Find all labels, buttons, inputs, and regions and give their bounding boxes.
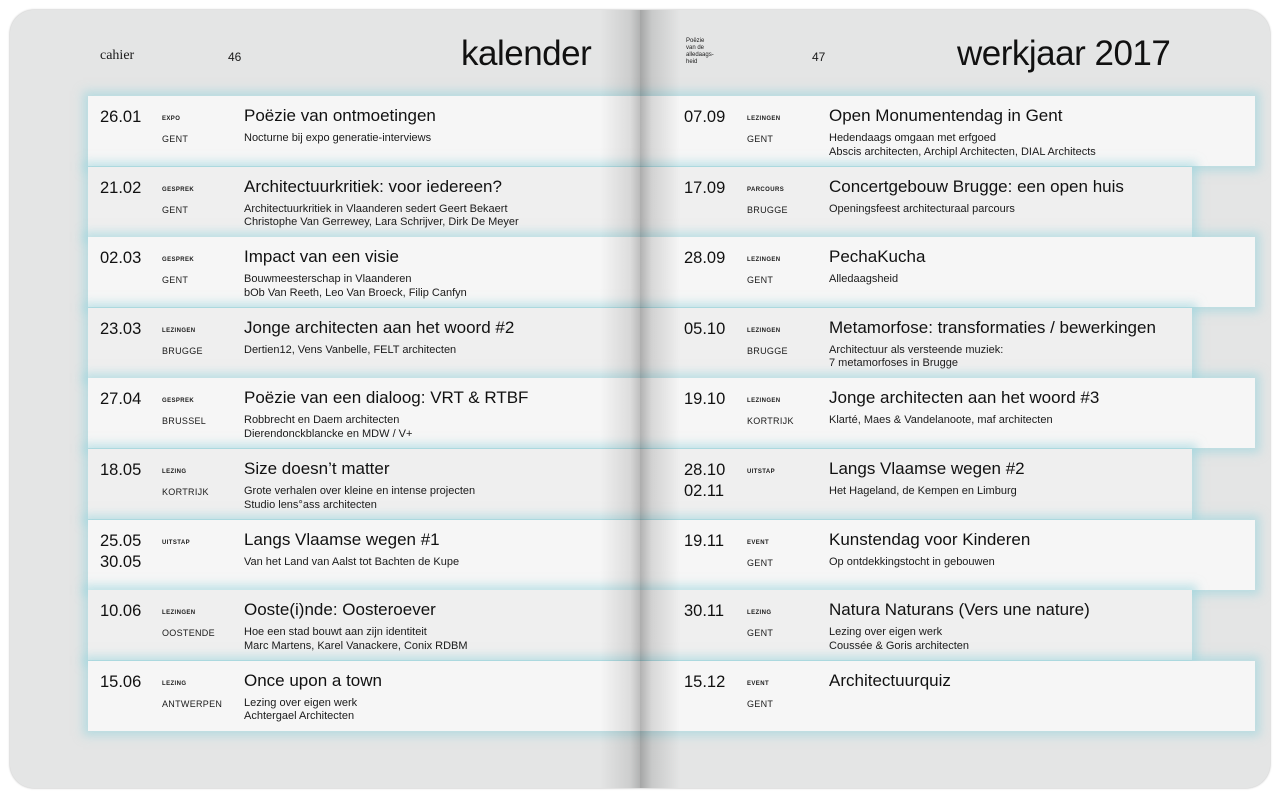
entry-date-start: 28.09: [684, 249, 726, 268]
entry-description: [829, 485, 1017, 499]
calendar-entry: [640, 661, 1270, 731]
entry-title: Size doesn’t matter: [244, 459, 390, 478]
entry-date: [100, 672, 141, 693]
entry-date-start: 15.06: [100, 672, 142, 691]
entry-city: GENT: [162, 204, 189, 215]
running-head: [686, 38, 736, 66]
entry-date-start: 25.05: [100, 531, 142, 550]
calendar-entry: [640, 96, 1270, 166]
calendar-entry: [10, 237, 640, 307]
entry-city: BRUGGE: [747, 345, 788, 356]
entry-description-line: Bouwmeesterschap in Vlaanderen: [244, 273, 412, 286]
entry-title: Architectuurquiz: [829, 670, 951, 690]
entry-date-start: 15.12: [684, 672, 726, 691]
entry-description-line: Robbrecht en Daem architecten: [244, 414, 400, 427]
entry-date-start: 17.09: [684, 178, 726, 197]
running-head-line: heid: [686, 59, 698, 65]
entry-date: [684, 319, 725, 340]
entry-city: BRUSSEL: [162, 416, 207, 427]
entry-date: [684, 178, 725, 199]
entry-description-line: Architectuurkritiek in Vlaanderen sedert Geert Bekaert: [244, 202, 508, 215]
calendar-entry: [10, 520, 640, 590]
entry-description-line: Dierendonckblancke en MDW / V+: [244, 427, 413, 440]
entry-date: [684, 460, 725, 502]
entry-category: gesprek: [162, 394, 195, 405]
entry-city: BRUGGE: [162, 345, 203, 356]
entry-description-line: Lezing over eigen werk: [829, 626, 943, 639]
entry-description: [829, 414, 1053, 428]
entry-description-line: Coussée & Goris architecten: [829, 639, 970, 652]
entry-title: Langs Vlaamse wegen #2: [829, 459, 1025, 478]
entry-title: Natura Naturans (Vers une nature): [829, 600, 1090, 620]
magazine-spread: [10, 10, 1270, 788]
running-head-line: van de: [686, 45, 705, 51]
entry-date: [684, 531, 724, 552]
calendar-entry: [10, 378, 640, 448]
entry-description: [244, 556, 459, 570]
entry-title: Architectuurkritiek: voor iedereen?: [244, 176, 502, 196]
entry-description-line: 7 metamorfoses in Brugge: [829, 357, 959, 370]
entry-description: [244, 485, 475, 512]
entry-category: lezingen: [747, 323, 781, 334]
entry-date-start: 23.03: [100, 319, 142, 338]
entry-description: [244, 626, 468, 653]
entry-category: lezingen: [162, 323, 196, 334]
entry-title: Kunstendag voor Kinderen: [829, 529, 1031, 549]
entry-date: [684, 248, 725, 269]
calendar-entry: [640, 449, 1270, 519]
running-head-line: Poëzie: [686, 38, 705, 44]
entry-city: GENT: [747, 628, 774, 639]
entry-description: [244, 203, 519, 230]
entry-category: lezingen: [747, 112, 781, 122]
entry-title: Jonge architecten aan het woord #2: [244, 317, 515, 337]
entry-title: Once upon a town: [244, 670, 382, 690]
entry-date: [100, 531, 141, 573]
left-page: [10, 10, 640, 788]
entry-description: [829, 626, 969, 653]
entry-city: OOSTENDE: [162, 628, 215, 639]
entry-description: [829, 203, 1015, 217]
entry-date: [684, 389, 725, 410]
page-number-right: 47: [812, 50, 826, 64]
entry-category: uitstap: [747, 465, 776, 475]
entry-city: ANTWERPEN: [162, 698, 223, 709]
calendar-entry: [10, 590, 640, 660]
calendar-entry: [10, 449, 640, 519]
entry-date-start: 10.06: [100, 602, 142, 621]
entry-description-line: Op ontdekkingstocht in gebouwen: [829, 555, 995, 568]
entry-category: parcours: [747, 182, 785, 193]
entry-city: GENT: [747, 557, 774, 568]
calendar-entry: [10, 96, 640, 166]
calendar-entry: [640, 167, 1270, 237]
running-head-line: alledaags-: [686, 52, 714, 58]
calendar-entry: [640, 237, 1270, 307]
entry-date: [684, 601, 724, 622]
entry-date-start: 27.04: [100, 390, 142, 409]
entry-city: BRUGGE: [747, 204, 788, 215]
entry-city: GENT: [162, 134, 189, 144]
entry-description-line: Van het Land van Aalst tot Bachten de Kupe: [244, 555, 460, 568]
entry-description-line: Marc Martens, Karel Vanackere, Conix RDBM: [244, 639, 468, 652]
entry-category: lezingen: [747, 253, 781, 264]
entry-description: [244, 273, 467, 300]
calendar-entry: [640, 590, 1270, 660]
page-number-left: 46: [228, 50, 242, 64]
entry-date-start: 28.10: [684, 461, 726, 479]
entry-title: Concertgebouw Brugge: een open huis: [829, 176, 1124, 196]
page-title-right: werkjaar 2017: [957, 34, 1171, 73]
entry-description-line: Klarté, Maes & Vandelanoote, maf architecten: [829, 414, 1053, 427]
entry-title: Langs Vlaamse wegen #1: [244, 529, 440, 549]
entry-title: PechaKucha: [829, 247, 926, 267]
entry-description-line: Christophe Van Gerrewey, Lara Schrijver, Dirk De Meyer: [244, 216, 519, 229]
entry-date: [100, 389, 141, 410]
entry-date: [684, 107, 725, 128]
entry-city: GENT: [747, 698, 774, 709]
entry-title: Poëzie van ontmoetingen: [244, 106, 436, 125]
entry-category: expo: [162, 112, 181, 122]
right-page: [640, 10, 1270, 788]
entry-title: Metamorfose: transformaties / bewerkingen: [829, 317, 1156, 337]
entry-title: Jonge architecten aan het woord #3: [829, 388, 1100, 408]
entry-description-line: Architectuur als versteende muziek:: [829, 343, 1004, 356]
entry-description-line: Grote verhalen over kleine en intense projecten: [244, 485, 476, 497]
entry-description-line: Studio lens°ass architecten: [244, 498, 377, 511]
entry-description-line: Hedendaags omgaan met erfgoed: [829, 132, 996, 144]
entry-date-end: 30.05: [100, 552, 142, 571]
entry-category: event: [747, 535, 770, 546]
entry-date-start: 02.03: [100, 249, 142, 268]
page-title-left: kalender: [461, 34, 592, 73]
calendar-entry: [640, 308, 1270, 378]
entry-description-line: Alledaagsheid: [829, 273, 899, 286]
entry-date-start: 07.09: [684, 108, 726, 126]
calendar-entry: [10, 661, 640, 731]
entry-date-start: 05.10: [684, 319, 726, 338]
entry-date-start: 19.10: [684, 390, 726, 409]
entry-description: [829, 556, 995, 570]
entry-title: Open Monumentendag in Gent: [829, 106, 1063, 125]
entry-date-start: 19.11: [684, 531, 725, 550]
entry-date: [100, 319, 141, 340]
entry-date: [100, 178, 141, 199]
entry-date-start: 21.02: [100, 178, 142, 197]
entry-description-line: bOb Van Reeth, Leo Van Broeck, Filip Canfyn: [244, 286, 467, 299]
entry-description-line: Nocturne bij expo generatie-interviews: [244, 132, 432, 144]
entry-description-line: Achtergael Architecten: [244, 710, 355, 723]
entry-date: [100, 107, 141, 128]
entry-city: GENT: [747, 134, 774, 144]
entry-category: uitstap: [162, 535, 191, 546]
entry-title: Ooste(i)nde: Oosteroever: [244, 600, 436, 620]
entry-description-line: Openingsfeest architecturaal parcours: [829, 202, 1015, 215]
section-label: cahier: [100, 48, 135, 63]
entry-description-line: Lezing over eigen werk: [244, 696, 358, 709]
entry-date-start: 26.01: [100, 108, 142, 126]
entry-description: [244, 344, 456, 358]
entry-category: gesprek: [162, 182, 195, 193]
entry-date: [100, 460, 141, 481]
entry-date-start: 30.11: [684, 602, 725, 621]
entry-city: KORTRIJK: [747, 416, 794, 427]
calendar-entry: [640, 520, 1270, 590]
entry-title: Impact van een visie: [244, 247, 399, 267]
entry-category: gesprek: [162, 253, 195, 264]
entry-date-end: 02.11: [684, 482, 725, 500]
entry-city: GENT: [747, 275, 774, 286]
entry-category: lezing: [162, 676, 187, 687]
entry-description: [829, 344, 1003, 371]
entry-description: [244, 414, 412, 441]
entry-title: Poëzie van een dialoog: VRT & RTBF: [244, 388, 529, 408]
entry-description-line: Het Hageland, de Kempen en Limburg: [829, 485, 1017, 497]
entry-description: [244, 697, 357, 724]
entry-description: [244, 132, 431, 146]
entry-category: lezing: [162, 465, 187, 475]
entry-date: [684, 672, 725, 693]
entry-category: lezing: [747, 606, 772, 617]
entry-description: [829, 132, 1096, 159]
entry-date: [100, 248, 141, 269]
entry-date-start: 18.05: [100, 461, 142, 479]
entry-description-line: Dertien12, Vens Vanbelle, FELT architecten: [244, 343, 457, 356]
entry-description-line: Hoe een stad bouwt aan zijn identiteit: [244, 626, 427, 639]
entry-category: lezingen: [162, 606, 196, 617]
calendar-entry: [640, 378, 1270, 448]
entry-city: GENT: [162, 275, 189, 286]
entry-description: [829, 273, 898, 287]
calendar-entry: [10, 167, 640, 237]
entry-category: lezingen: [747, 394, 781, 405]
entry-description-line: Abscis architecten, Archipl Architecten, DIAL Architects: [829, 145, 1096, 158]
entry-date: [100, 601, 141, 622]
calendar-entry: [10, 308, 640, 378]
entry-city: KORTRIJK: [162, 487, 209, 497]
entry-category: event: [747, 676, 770, 687]
